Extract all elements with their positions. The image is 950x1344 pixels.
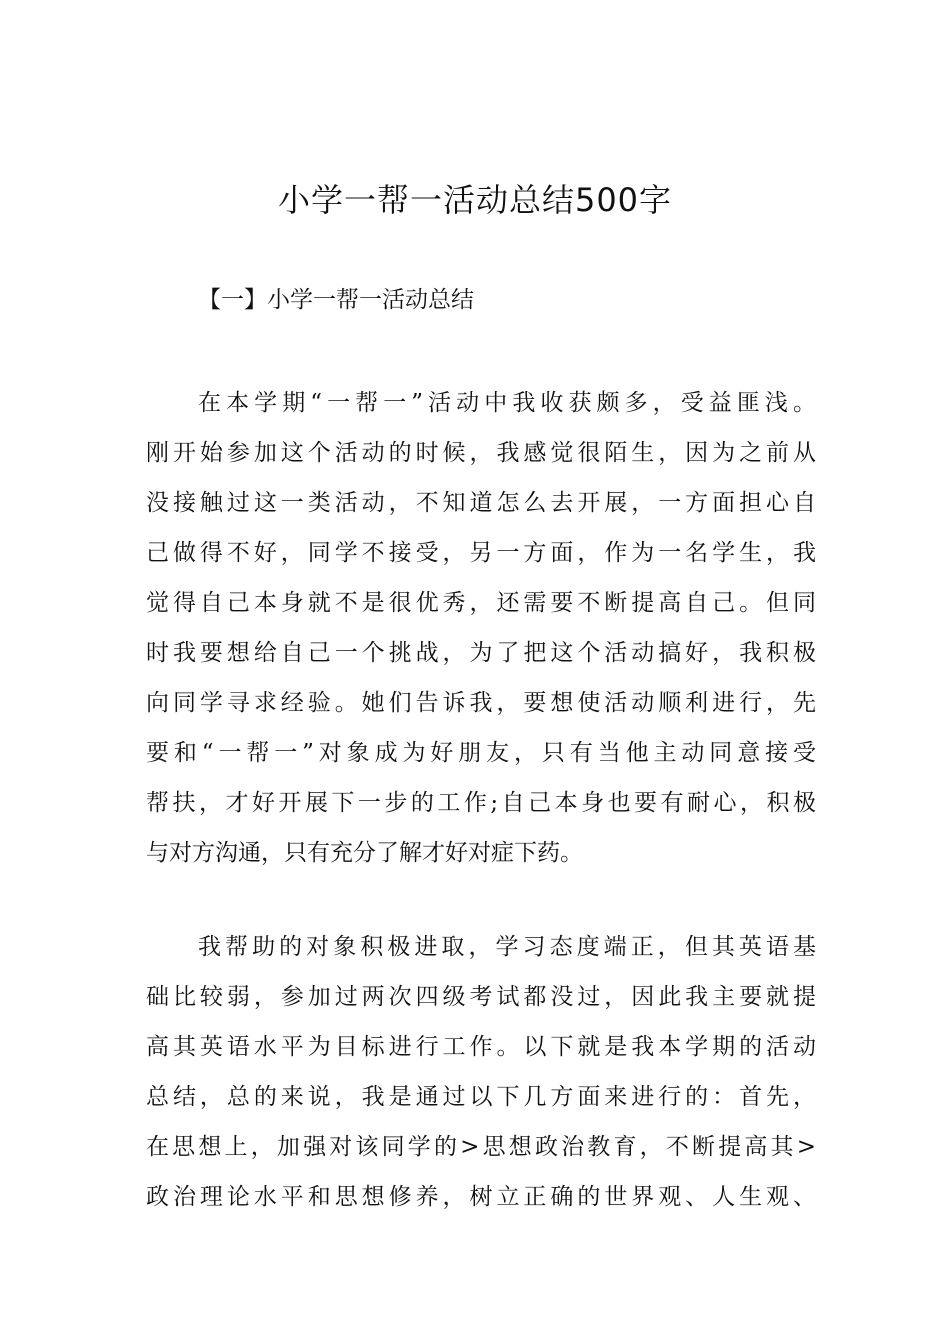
text-line: 觉得自己本身就不是很优秀，还需要不断提高自己。但同 [146, 590, 816, 616]
text-line: 向同学寻求经验。她们告诉我，要想使活动顺利进行，先 [146, 690, 816, 716]
text-line: 时我要想给自己一个挑战，为了把这个活动搞好，我积极 [146, 640, 816, 666]
paragraph-1 [146, 378, 816, 878]
text-line: 己做得不好，同学不接受，另一方面，作为一名学生，我 [146, 540, 816, 566]
document-title: 小学一帮一活动总结500字 [277, 181, 673, 219]
text-line: 没接触过这一类活动，不知道怎么去开展，一方面担心自 [146, 490, 816, 516]
text-line: 刚开始参加这个活动的时候，我感觉很陌生，因为之前从 [146, 440, 816, 466]
text-line: 与对方沟通，只有充分了解才好对症下药。 [146, 840, 583, 866]
text-line: 我帮助的对象积极进取，学习态度端正，但其英语基 [198, 934, 816, 960]
text-line: 帮扶，才好开展下一步的工作;自己本身也要有耐心，积极 [146, 790, 816, 816]
text-line: 总结，总的来说，我是通过以下几方面来进行的：首先， [146, 1084, 816, 1110]
text-line: 要和“一帮一”对象成为好朋友，只有当他主动同意接受 [146, 740, 816, 766]
text-line: 在本学期“一帮一”活动中我收获颇多，受益匪浅。 [198, 390, 816, 416]
text-line: 政治理论水平和思想修养，树立正确的世界观、人生观、 [146, 1184, 816, 1210]
text-line: 在思想上，加强对该同学的>思想政治教育，不断提高其> [146, 1134, 816, 1160]
text-line: 高其英语水平为目标进行工作。以下就是我本学期的活动 [146, 1034, 816, 1060]
paragraph-2 [146, 922, 816, 1222]
section-heading: 【一】小学一帮一活动总结 [198, 287, 474, 313]
text-line: 础比较弱，参加过两次四级考试都没过，因此我主要就提 [146, 984, 816, 1010]
